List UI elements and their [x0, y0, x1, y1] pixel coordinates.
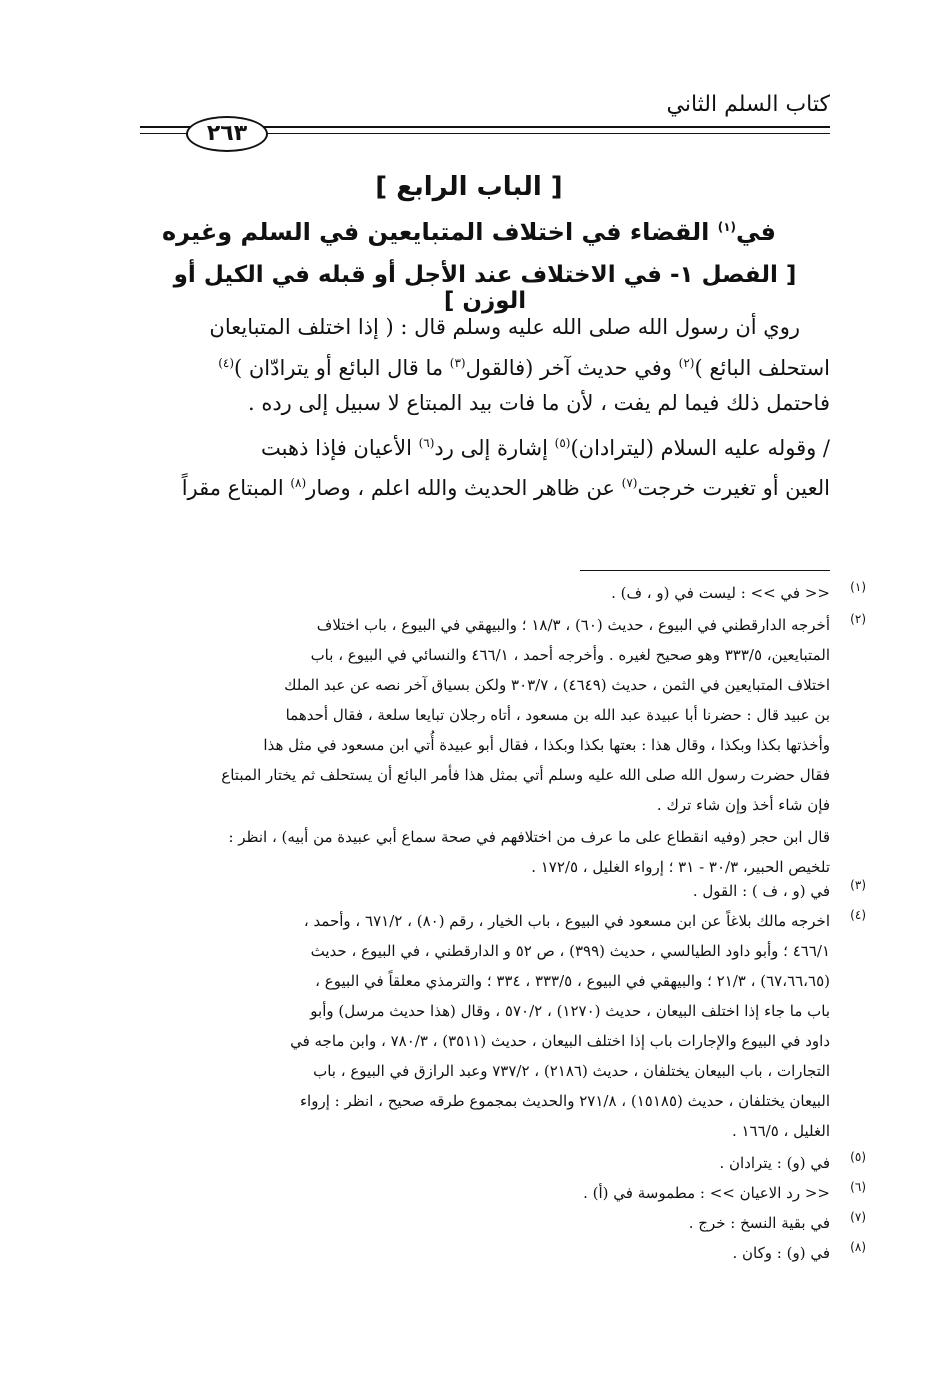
body-line: [140, 428, 830, 463]
footnote: [140, 906, 866, 1146]
footnote-line: << في >> : ليست في (و ، ف) .: [611, 584, 830, 602]
footnote-line: ٤٦٦/١ ؛ وأبو داود الطيالسي ، حديث (٣٩٩) ، ص ٥٢ و الدارقطني ، في البيوع ، حديث: [310, 942, 830, 960]
footnote-line: فإن شاء أخذ وإن شاء ترك .: [656, 796, 830, 814]
footnote: [140, 1178, 866, 1208]
footnote-line: (٦٧،٦٦،٦٥) ، ٢١/٣ ؛ والبيهقي في البيوع ، ٣٣٣/٥ ، ٣٣٤ ؛ والترمذي معلقاً في البيوع ،: [315, 972, 830, 990]
running-header: كتاب السلم الثاني: [666, 92, 830, 117]
footnote-number: (٧): [850, 1210, 866, 1224]
footnote: [140, 876, 866, 906]
footnote-ref: (٣): [449, 356, 466, 370]
body-text: وفي حديث آخر (فالقول: [465, 356, 679, 380]
footnote-number: (٨): [850, 1240, 866, 1254]
body-text: عن ظاهر الحديث والله اعلم ، وصار: [306, 476, 622, 500]
footnote-number: (١): [850, 580, 866, 594]
footnote: [140, 610, 866, 820]
footnote-line: الغليل ، ١٦٦/٥ .: [731, 1122, 830, 1140]
body-text: إشارة إلى رد: [434, 436, 555, 460]
body-text: العين أو تغيرت خرجت: [637, 476, 830, 500]
chapter-title: [ الباب الرابع ]: [375, 172, 563, 202]
footnote-line: في (و ، ف ) : القول .: [692, 882, 830, 900]
footnote-line: باب ما جاء إذا اختلف البيعان ، حديث (١٢٧٠) ، ٥٧٠/٢ ، وقال (هذا حديث مرسل) وأبو: [310, 1002, 830, 1020]
footnote-number: (٣): [850, 878, 866, 892]
footnote-line: في (و) : وكان .: [732, 1244, 830, 1262]
footnote-line: البيعان يختلفان ، حديث (١٥١٨٥) ، ٢٧١/٨ والحديث بمجموع طرقه صحيح ، انظر : إرواء: [299, 1092, 830, 1110]
footnote-number: (٤): [850, 908, 866, 922]
page-number: ٢٦٣: [186, 116, 268, 152]
footnote-line: المتبايعين، ٣٣٣/٥ وهو صحيح لغيره . وأخرجه أحمد ، ٤٦٦/١ والنسائي في البيوع ، باب: [310, 646, 830, 664]
footnote: [140, 1148, 866, 1178]
footnote-line: اخرجه مالك بلاغاً عن ابن مسعود في البيوع ، باب الخيار ، رقم (٨٠) ، ٦٧١/٢ ، وأحمد ،: [303, 912, 830, 930]
footnote-line: اختلاف المتبايعين في الثمن ، حديث (٤٦٤٩) ، ٣٠٣/٧ ولكن بسياق آخر نصه عن عبد الملك: [284, 676, 830, 694]
body-line: [140, 348, 830, 383]
footnote-line: بن عبيد قال : حضرنا أبا عبيدة عبد الله بن مسعود ، أتاه رجلان تبايعا سلعة ، فقال أحدهما: [285, 706, 830, 724]
footnote-line: في بقية النسخ : خرج .: [688, 1214, 830, 1232]
footnote-line: التجارات ، باب البيعان يختلفان ، حديث (٢١٨٦) ، ٧٣٧/٢ وعبد الرازق في البيوع ، باب: [313, 1062, 830, 1080]
footnote-line: << رد الاعيان >> : مطموسة في (أ) .: [583, 1184, 830, 1202]
footnote: [140, 578, 866, 608]
footnote-ref: (١): [717, 220, 736, 234]
footnote-ref: (٧): [621, 476, 638, 490]
body-line: روي أن رسول الله صلى الله عليه وسلم قال : ( إذا اختلف المتبايعان: [209, 315, 800, 339]
footnote-line: قال ابن حجر (وفيه انقطاع على ما عرف من اختلافهم في صحة سماع أبي عبيدة من أبيه) ، انظر :: [228, 828, 830, 846]
footnote-ref: (٦): [418, 436, 435, 450]
footnote-line: داود في البيوع والإجارات باب إذا اختلف البيعان ، حديث (٣٥١١) ، ٧٨٠/٣ ، وابن ماجه في: [290, 1032, 830, 1050]
chapter-subtitle-pre: في: [736, 218, 776, 246]
body-text: ما قال البائع أو يترادّان ): [234, 356, 450, 380]
body-text: / وقوله عليه السلام (ليترادان): [570, 436, 830, 460]
body-line: [140, 468, 830, 503]
chapter-subtitle: [0, 218, 938, 246]
chapter-subtitle-text: القضاء في اختلاف المتبايعين في السلم وغيره: [161, 218, 718, 246]
footnote-ref: (٥): [554, 436, 571, 450]
footnote-separator: [580, 570, 830, 571]
section-title: [ الفصل ١- في الاختلاف عند الأجل أو قبله في الكيل أو الوزن ]: [173, 262, 797, 314]
footnote-ref: (٤): [218, 356, 235, 370]
body-text: المبتاع مقراً: [181, 476, 291, 500]
footnote: [140, 1208, 866, 1238]
footnote-line: أخرجه الدارقطني في البيوع ، حديث (٦٠) ، ١٨/٣ ؛ والبيهقي في البيوع ، باب اختلاف: [316, 616, 830, 634]
footnote-number: (٢): [850, 612, 866, 626]
footnote-number: (٥): [850, 1150, 866, 1164]
footnote-number: (٦): [850, 1180, 866, 1194]
body-text: الأعيان فإذا ذهبت: [261, 436, 419, 460]
footnote-line: في (و) : يترادان .: [719, 1154, 830, 1172]
footnote-line: تلخيص الحبير، ٣٠/٣ - ٣١ ؛ إرواء الغليل ، ١٧٢/٥ .: [531, 858, 830, 876]
body-text: استحلف البائع ): [694, 356, 830, 380]
footnote-ref: (٢): [678, 356, 695, 370]
footnote-line: وأخذتها بكذا وبكذا ، وقال هذا : بعتها بكذا وبكذا ، فقال أبو عبيدة أُتي ابن مسعود في مثل هذا: [263, 736, 830, 754]
footnote-ref: (٨): [290, 476, 307, 490]
footnote-line: فقال حضرت رسول الله صلى الله عليه وسلم أتي بمثل هذا فأمر البائع أن يستحلف ثم يختار المبتاع: [221, 766, 830, 784]
footnote: [140, 1238, 866, 1268]
body-line: فاحتمل ذلك فيما لم يفت ، لأن ما فات بيد المبتاع لا سبيل إلى رده .: [247, 391, 830, 415]
footnote: [140, 822, 830, 882]
